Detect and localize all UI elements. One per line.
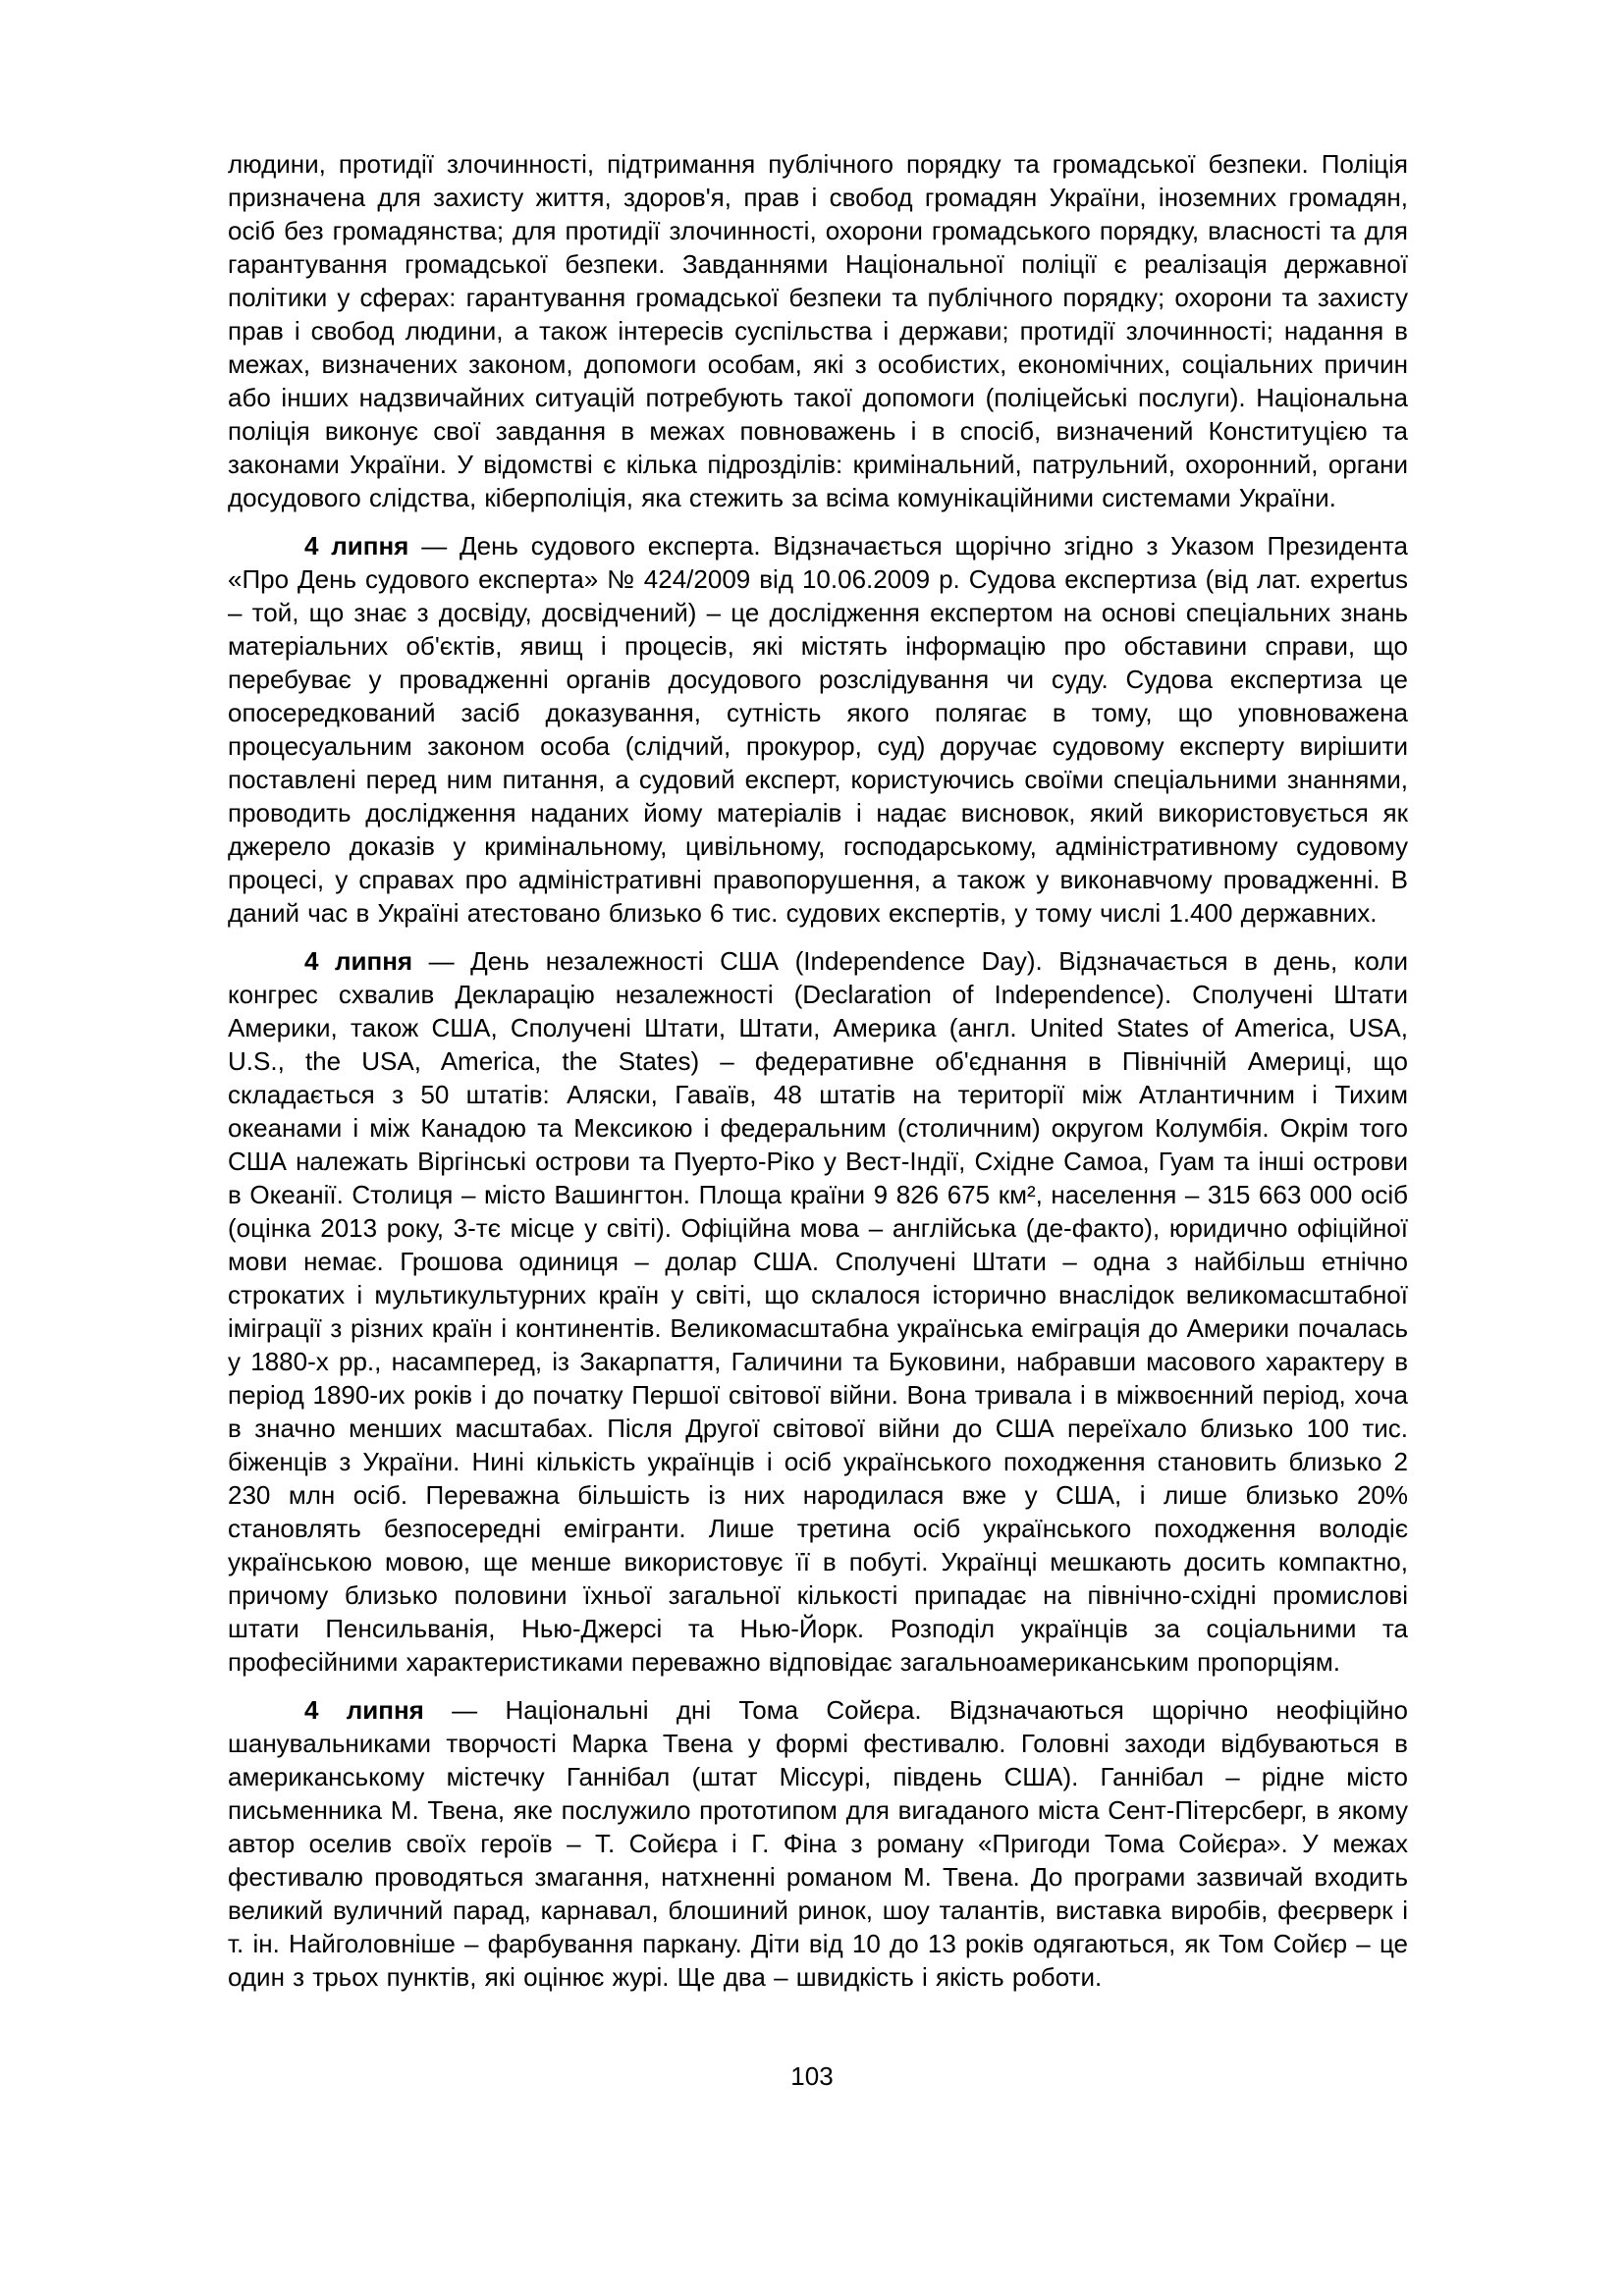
date-lead: 4 липня [304,946,413,976]
paragraph-tom-sawyer-days [228,1693,1408,1994]
paragraph-forensic-expert-day [228,529,1408,930]
text-block [228,147,1408,1994]
date-lead: 4 липня [304,531,409,561]
paragraph-text: людини, протидії злочинності, підтримання публічного порядку та громадської безпеки. Поліція призначена для захисту життя, здоров'я, прав і свобод громадян України, іноземних громадян, осіб без громадянства; для протидії злочинності, охорони громадського порядку, власності та для гарантування громадської безпеки. Завданнями Національної поліції є реалізація державної політики у сферах: гарантування громадської безпеки та публічного порядку; охорони та захисту прав і свобод людини, а також інтересів суспільства і держави; протидії злочинності; надання в межах, визначених законом, допомоги особам, які з особистих, економічних, соціальних причин або інших надзвичайних ситуацій потребують такої допомоги (поліцейські послуги). Національна поліція виконує свої завдання в межах повноважень і в спосіб, визначений Конституцією та законами України. У відомстві є кілька підрозділів: кримінальний, патрульний, охоронний, органи досудового слідства, кіберполіція, яка стежить за всіма комунікаційними системами України. [228,149,1408,512]
page-number: 103 [790,2061,834,2091]
paragraph-national-police-continuation [228,147,1408,514]
paragraph-text: — День судового експерта. Відзначається щорічно згідно з Указом Президента «Про День судового експерта» № 424/2009 від 10.06.2009 р. Судова експертиза (від лат. expertus – той, що знає з досвіду, досвідчений) – це дослідження експертом на основі спеціальних знань матеріальних об'єктів, явищ і процесів, які містять інформацію про обставини справи, що перебуває у провадженні органів досудового розслідування чи суду. Судова експертиза це опосередкований засіб доказування, сутність якого полягає в тому, що уповноважена процесуальним законом особа (слідчий, прокурор, суд) доручає судовому експерту вирішити поставлені перед ним питання, а судовий експерт, користуючись своїми спеціальними знаннями, проводить дослідження наданих йому матеріалів і надає висновок, який використовується як джерело доказів у кримінальному, цивільному, господарському, адміністративному судовому процесі, у справах про адміністративні правопорушення, а також у виконавчому провадженні. В даний час в Україні атестовано близько 6 тис. судових експертів, у тому числі 1.400 державних. [228,531,1408,928]
paragraph-text: — Національні дні Тома Сойєра. Відзначаються щорічно неофіційно шанувальниками творчості Марка Твена у формі фестивалю. Головні заходи відбуваються в американському містечку Ганнібал (штат Міссурі, південь США). Ганнібал – рідне місто письменника М. Твена, яке послужило прототипом для вигаданого міста Сент-Пітерсберг, в якому автор оселив своїх героїв – Т. Сойєра і Г. Фіна з роману «Пригоди Тома Сойєра». У межах фестивалю проводяться змагання, натхненні романом М. Твена. До програми зазвичай входить великий вуличний парад, карнавал, блошиний ринок, шоу талантів, виставка виробів, феєрверк і т. ін. Найголовніше – фарбування паркану. Діти від 10 до 13 років одягаються, як Том Сойєр – це один з трьох пунктів, які оцінює журі. Ще два – швидкість і якість роботи. [228,1695,1409,1992]
date-lead: 4 липня [304,1695,424,1725]
paragraph-text: — День незалежності США (Independence Day). Відзначається в день, коли конгрес схвалив Декларацію незалежності (Declaration of Independence). Сполучені Штати Америки, також США, Сполучені Штати, Штати, Америка (англ. United States of America, USA, U.S., the USA, America, the States) – федеративне об'єднання в Північній Америці, що складається з 50 штатів: Аляски, Гаваїв, 48 штатів на території між Атлантичним і Тихим океанами і між Канадою та Мексикою і федеральним (столичним) округом Колумбія. Окрім того США належать Віргінські острови та Пуерто-Ріко у Вест-Індії, Східне Самоа, Гуам та інші острови в Океанії. Столиця – місто Вашингтон. Площа країни 9 826 675 км², населення – 315 663 000 осіб (оцінка 2013 року, 3-тє місце у світі). Офіційна мова – англійська (де-факто), юридично офіційної мови немає. Грошова одиниця – долар США. Сполучені Штати – одна з найбільш етнічно строкатих і мультикультурних країн у світі, що склалося історично внаслідок великомасштабної іміграції з різних країн і континентів. Великомасштабна українська еміграція до Америки почалась у 1880-х рр., насамперед, із Закарпаття, Галичини та Буковини, набравши масового характеру в період 1890-их років і до початку Першої світової війни. Вона тривала і в міжвоєнний період, хоча в значно менших масштабах. Після Другої світової війни до США переїхало близько 100 тис. біженців з України. Нині кількість українців і осіб українського походження становить близько 2 230 млн осіб. Переважна більшість із них народилася вже у США, і лише близько 20% становлять безпосередні емігранти. Лише третина осіб українського походження володіє українською мовою, ще менше використовує її в побуті. Українці мешкають досить компактно, причому близько половини їхньої загальної кількості припадає на північно-східні промислові штати Пенсильванія, Нью-Джерсі та Нью-Йорк. Розподіл українців за соціальними та професійними характеристиками переважно відповідає загальноамериканським пропорціям. [228,946,1408,1677]
paragraph-us-independence-day [228,944,1408,1679]
